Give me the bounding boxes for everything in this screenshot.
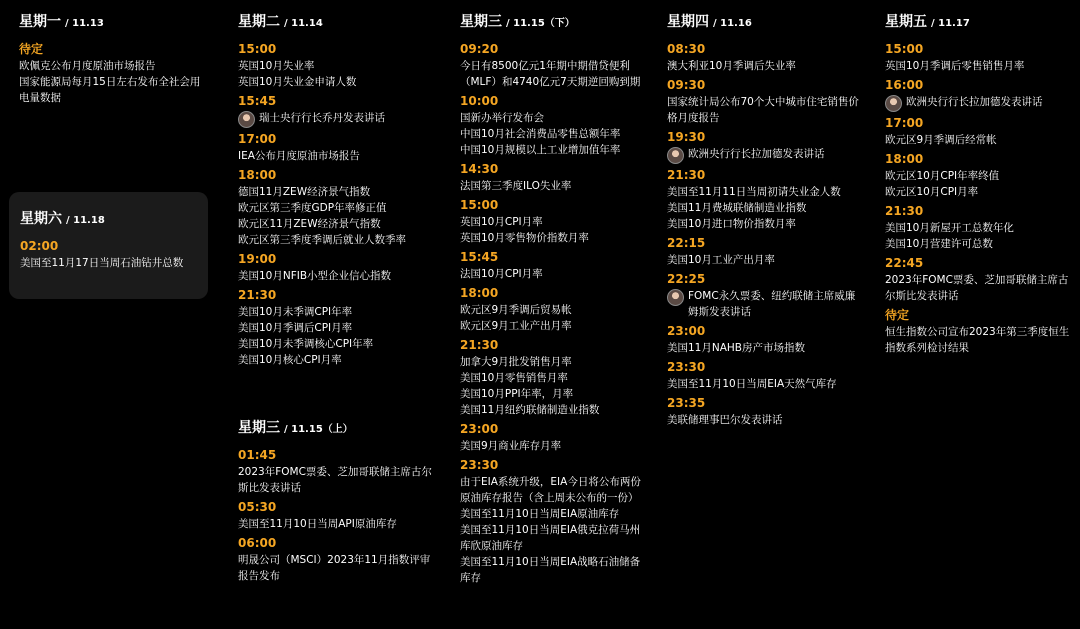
day-date: / 11.15（上） bbox=[284, 424, 353, 435]
event-item bbox=[19, 74, 209, 106]
event-text: 法国第三季度ILO失业率 bbox=[460, 180, 572, 192]
event-item bbox=[238, 268, 438, 284]
event-item bbox=[238, 148, 438, 164]
event-text: 美国11月费城联储制造业指数 bbox=[667, 202, 807, 214]
event-time: 15:45 bbox=[238, 94, 277, 108]
event-time: 22:15 bbox=[667, 236, 706, 250]
day-title bbox=[460, 13, 650, 33]
event-item bbox=[238, 74, 438, 90]
time-group bbox=[667, 271, 862, 320]
time-group bbox=[238, 499, 438, 532]
event-item bbox=[460, 438, 650, 454]
event-text: 美国10月季调后CPI月率 bbox=[238, 322, 353, 334]
day-date: / 11.14 bbox=[284, 18, 323, 29]
event-text: 欧佩克公布月度原油市场报告 bbox=[19, 60, 156, 72]
day-date-value: 11.14 bbox=[291, 18, 323, 29]
event-item bbox=[238, 200, 438, 216]
day-date: / 11.16 bbox=[713, 18, 752, 29]
event-item bbox=[238, 110, 438, 128]
time-group bbox=[885, 307, 1070, 356]
time-group bbox=[885, 115, 1070, 148]
column-wednesday-pm bbox=[460, 0, 650, 588]
event-text: 德国11月ZEW经济景气指数 bbox=[238, 186, 371, 198]
event-item bbox=[667, 376, 862, 392]
event-text: 英国10月季调后零售销售月率 bbox=[885, 60, 1025, 72]
event-text: 美国10月营建许可总数 bbox=[885, 238, 993, 250]
event-item bbox=[885, 220, 1070, 236]
event-text: 美国10月核心CPI月率 bbox=[238, 354, 342, 366]
event-text: 恒生指数公司宣布2023年第三季度恒生指数系列检讨结果 bbox=[885, 326, 1070, 354]
time-group bbox=[667, 167, 862, 232]
event-item bbox=[460, 266, 650, 282]
time-group bbox=[667, 129, 862, 164]
event-text: 美国11月纽约联储制造业指数 bbox=[460, 404, 600, 416]
event-text: 欧元区第三季度季调后就业人数季率 bbox=[238, 234, 406, 246]
event-item bbox=[460, 230, 650, 246]
time-group bbox=[460, 285, 650, 334]
event-text: 美国10月工业产出月率 bbox=[667, 254, 775, 266]
event-time: 待定 bbox=[19, 42, 44, 56]
event-text: 美国10月PPI年率，月率 bbox=[460, 388, 574, 400]
time-group bbox=[238, 41, 438, 90]
event-item bbox=[460, 302, 650, 318]
event-time: 02:00 bbox=[20, 239, 59, 253]
time-group bbox=[238, 167, 438, 248]
event-item bbox=[667, 252, 862, 268]
event-time: 15:00 bbox=[885, 42, 924, 56]
event-time: 18:00 bbox=[460, 286, 499, 300]
time-group bbox=[460, 421, 650, 454]
event-time: 21:30 bbox=[885, 204, 924, 218]
lagarde-avatar bbox=[885, 95, 902, 112]
event-time: 05:30 bbox=[238, 500, 277, 514]
time-group bbox=[667, 235, 862, 268]
event-item bbox=[460, 522, 650, 554]
event-item bbox=[885, 184, 1070, 200]
event-item bbox=[238, 320, 438, 336]
event-item bbox=[667, 216, 862, 232]
day-date-value: 11.18 bbox=[73, 215, 105, 226]
event-text: 美联储理事巴尔发表讲话 bbox=[667, 414, 783, 426]
event-item bbox=[667, 94, 862, 126]
event-item bbox=[667, 58, 862, 74]
time-group bbox=[238, 535, 438, 584]
day-name: 星期五 bbox=[885, 14, 927, 30]
day-date-value: 11.15（上） bbox=[291, 424, 353, 435]
event-item bbox=[460, 386, 650, 402]
event-text: 今日有8500亿元1年期中期借贷便利（MLF）和4740亿元7天期逆回购到期 bbox=[460, 60, 641, 88]
event-text: 欧元区10月CPI年率终值 bbox=[885, 170, 1000, 182]
day-date: / 11.13 bbox=[65, 18, 104, 29]
event-text: 欧元区9月季调后经常帐 bbox=[885, 134, 997, 146]
event-text: FOMC永久票委、纽约联储主席威廉姆斯发表讲话 bbox=[688, 290, 856, 318]
time-group bbox=[885, 77, 1070, 112]
event-time: 01:45 bbox=[238, 448, 277, 462]
event-item bbox=[238, 216, 438, 232]
event-text: 国家能源局每月15日左右发布全社会用电量数据 bbox=[19, 76, 201, 104]
event-text: 美国至11月11日当周初请失业金人数 bbox=[667, 186, 841, 198]
event-time: 17:00 bbox=[238, 132, 277, 146]
event-time: 09:30 bbox=[667, 78, 706, 92]
day-name: 星期三 bbox=[460, 14, 502, 30]
event-item bbox=[885, 94, 1070, 112]
event-time: 18:00 bbox=[885, 152, 924, 166]
event-text: 国新办举行发布会 bbox=[460, 112, 544, 124]
jordan-avatar bbox=[238, 111, 255, 128]
event-time: 16:00 bbox=[885, 78, 924, 92]
event-item bbox=[885, 272, 1070, 304]
event-item bbox=[460, 370, 650, 386]
event-item bbox=[460, 402, 650, 418]
time-group bbox=[667, 395, 862, 428]
event-item bbox=[238, 352, 438, 368]
event-time: 21:30 bbox=[238, 288, 277, 302]
event-text: 美国10月NFIB小型企业信心指数 bbox=[238, 270, 392, 282]
time-group bbox=[667, 77, 862, 126]
event-item bbox=[667, 146, 862, 164]
event-text: 瑞士央行行长乔丹发表讲话 bbox=[259, 112, 385, 124]
event-text: 欧元区10月CPI月率 bbox=[885, 186, 979, 198]
event-item bbox=[667, 288, 862, 320]
event-item bbox=[885, 168, 1070, 184]
event-time: 待定 bbox=[885, 308, 910, 322]
event-time: 21:30 bbox=[460, 338, 499, 352]
event-time: 23:00 bbox=[667, 324, 706, 338]
event-item bbox=[238, 304, 438, 320]
event-time: 18:00 bbox=[238, 168, 277, 182]
event-time: 15:00 bbox=[238, 42, 277, 56]
event-time: 23:35 bbox=[667, 396, 706, 410]
event-text: 加拿大9月批发销售月率 bbox=[460, 356, 572, 368]
day-title bbox=[885, 13, 1070, 33]
day-title bbox=[667, 13, 862, 33]
day-title bbox=[19, 13, 209, 33]
event-item bbox=[885, 236, 1070, 252]
event-item bbox=[460, 506, 650, 522]
event-time: 19:30 bbox=[667, 130, 706, 144]
day-title bbox=[238, 419, 438, 439]
event-item bbox=[460, 554, 650, 586]
time-group bbox=[460, 249, 650, 282]
event-text: 2023年FOMC票委、芝加哥联储主席古尔斯比发表讲话 bbox=[238, 466, 432, 494]
event-item bbox=[460, 214, 650, 230]
event-time: 09:20 bbox=[460, 42, 499, 56]
lagarde-avatar bbox=[667, 147, 684, 164]
event-item bbox=[238, 516, 438, 532]
event-item bbox=[19, 58, 209, 74]
event-time: 23:00 bbox=[460, 422, 499, 436]
time-group bbox=[885, 41, 1070, 74]
event-item bbox=[460, 354, 650, 370]
event-text: 美国10月新屋开工总数年化 bbox=[885, 222, 1014, 234]
event-item bbox=[667, 184, 862, 200]
event-text: 国家统计局公布70个大中城市住宅销售价格月度报告 bbox=[667, 96, 859, 124]
event-text: 美国10月未季调核心CPI年率 bbox=[238, 338, 374, 350]
time-group bbox=[667, 359, 862, 392]
event-time: 15:00 bbox=[460, 198, 499, 212]
day-date: / 11.17 bbox=[931, 18, 970, 29]
day-title bbox=[238, 13, 438, 33]
time-group bbox=[238, 251, 438, 284]
time-group bbox=[238, 447, 438, 496]
day-name: 星期二 bbox=[238, 14, 280, 30]
time-group bbox=[885, 255, 1070, 304]
event-time: 10:00 bbox=[460, 94, 499, 108]
event-text: 美国至11月10日当周EIA原油库存 bbox=[460, 508, 620, 520]
event-time: 23:30 bbox=[667, 360, 706, 374]
event-text: IEA公布月度原油市场报告 bbox=[238, 150, 360, 162]
column-saturday bbox=[9, 210, 208, 271]
event-item bbox=[460, 58, 650, 90]
event-text: 法国10月CPI月率 bbox=[460, 268, 543, 280]
column-thursday bbox=[667, 0, 862, 430]
event-time: 17:00 bbox=[885, 116, 924, 130]
day-date-value: 11.13 bbox=[72, 18, 104, 29]
day-date-value: 11.17 bbox=[938, 18, 970, 29]
event-text: 英国10月失业金申请人数 bbox=[238, 76, 357, 88]
time-group bbox=[460, 457, 650, 586]
event-item bbox=[460, 318, 650, 334]
event-time: 14:30 bbox=[460, 162, 499, 176]
event-text: 美国至11月17日当周石油钻井总数 bbox=[20, 257, 184, 269]
time-group bbox=[885, 151, 1070, 200]
column-wednesday-am bbox=[238, 406, 438, 586]
event-item bbox=[460, 110, 650, 126]
time-group bbox=[238, 287, 438, 368]
time-group bbox=[460, 161, 650, 194]
event-text: 欧洲央行行长拉加德发表讲话 bbox=[688, 148, 825, 160]
time-group bbox=[19, 41, 209, 106]
event-time: 06:00 bbox=[238, 536, 277, 550]
event-item bbox=[20, 255, 208, 271]
event-text: 美国至11月10日当周EIA天然气库存 bbox=[667, 378, 837, 390]
time-group bbox=[460, 337, 650, 418]
event-text: 中国10月社会消费品零售总额年率 bbox=[460, 128, 621, 140]
day-date-value: 11.15（下） bbox=[513, 18, 575, 29]
event-text: 美国10月零售销售月率 bbox=[460, 372, 568, 384]
column-tuesday bbox=[238, 0, 438, 370]
event-text: 英国10月零售物价指数月率 bbox=[460, 232, 589, 244]
day-name: 星期四 bbox=[667, 14, 709, 30]
event-item bbox=[238, 232, 438, 248]
event-item bbox=[460, 178, 650, 194]
event-text: 美国10月进口物价指数月率 bbox=[667, 218, 796, 230]
day-name: 星期三 bbox=[238, 420, 280, 436]
event-item bbox=[667, 412, 862, 428]
event-text: 欧元区11月ZEW经济景气指数 bbox=[238, 218, 381, 230]
time-group bbox=[460, 41, 650, 90]
event-text: 欧洲央行行长拉加德发表讲话 bbox=[906, 96, 1043, 108]
event-time: 23:30 bbox=[460, 458, 499, 472]
time-group bbox=[667, 41, 862, 74]
event-item bbox=[238, 552, 438, 584]
event-item bbox=[460, 126, 650, 142]
event-item bbox=[238, 184, 438, 200]
event-time: 19:00 bbox=[238, 252, 277, 266]
event-text: 明晟公司（MSCI）2023年11月指数评审报告发布 bbox=[238, 554, 431, 582]
williams-avatar bbox=[667, 289, 684, 306]
event-item bbox=[460, 474, 650, 506]
time-group bbox=[460, 93, 650, 158]
event-text: 2023年FOMC票委、芝加哥联储主席古尔斯比发表讲话 bbox=[885, 274, 1069, 302]
event-item bbox=[238, 464, 438, 496]
saturday-card bbox=[9, 192, 208, 299]
event-text: 中国10月规模以上工业增加值年率 bbox=[460, 144, 621, 156]
day-name: 星期六 bbox=[20, 211, 62, 227]
event-time: 21:30 bbox=[667, 168, 706, 182]
event-text: 欧元区9月工业产出月率 bbox=[460, 320, 572, 332]
day-date: / 11.18 bbox=[66, 215, 105, 226]
column-friday bbox=[885, 0, 1070, 358]
day-date: / 11.15（下） bbox=[506, 18, 575, 29]
event-text: 英国10月CPI月率 bbox=[460, 216, 543, 228]
event-time: 15:45 bbox=[460, 250, 499, 264]
event-text: 美国至11月10日当周EIA战略石油储备库存 bbox=[460, 556, 641, 584]
day-title bbox=[20, 210, 208, 230]
event-text: 美国9月商业库存月率 bbox=[460, 440, 562, 452]
event-item bbox=[460, 142, 650, 158]
event-text: 美国11月NAHB房产市场指数 bbox=[667, 342, 805, 354]
event-text: 美国10月未季调CPI年率 bbox=[238, 306, 353, 318]
event-time: 08:30 bbox=[667, 42, 706, 56]
event-text: 美国至11月10日当周EIA俄克拉荷马州库欣原油库存 bbox=[460, 524, 641, 552]
event-item bbox=[885, 324, 1070, 356]
event-item bbox=[667, 200, 862, 216]
time-group bbox=[238, 131, 438, 164]
event-item bbox=[238, 336, 438, 352]
time-group bbox=[460, 197, 650, 246]
time-group bbox=[885, 203, 1070, 252]
time-group bbox=[238, 93, 438, 128]
event-text: 由于EIA系统升级，EIA今日将公布两份原油库存报告（含上周未公布的一份） bbox=[460, 476, 641, 504]
event-item bbox=[238, 58, 438, 74]
event-text: 英国10月失业率 bbox=[238, 60, 315, 72]
event-text: 美国至11月10日当周API原油库存 bbox=[238, 518, 397, 530]
event-text: 欧元区9月季调后贸易帐 bbox=[460, 304, 572, 316]
event-time: 22:25 bbox=[667, 272, 706, 286]
time-group bbox=[20, 238, 208, 271]
event-item bbox=[885, 58, 1070, 74]
day-date-value: 11.16 bbox=[720, 18, 752, 29]
day-name: 星期一 bbox=[19, 14, 61, 30]
event-text: 欧元区第三季度GDP年率修正值 bbox=[238, 202, 387, 214]
column-monday bbox=[19, 0, 209, 108]
event-text: 澳大利亚10月季调后失业率 bbox=[667, 60, 796, 72]
event-item bbox=[885, 132, 1070, 148]
event-time: 22:45 bbox=[885, 256, 924, 270]
event-item bbox=[667, 340, 862, 356]
time-group bbox=[667, 323, 862, 356]
